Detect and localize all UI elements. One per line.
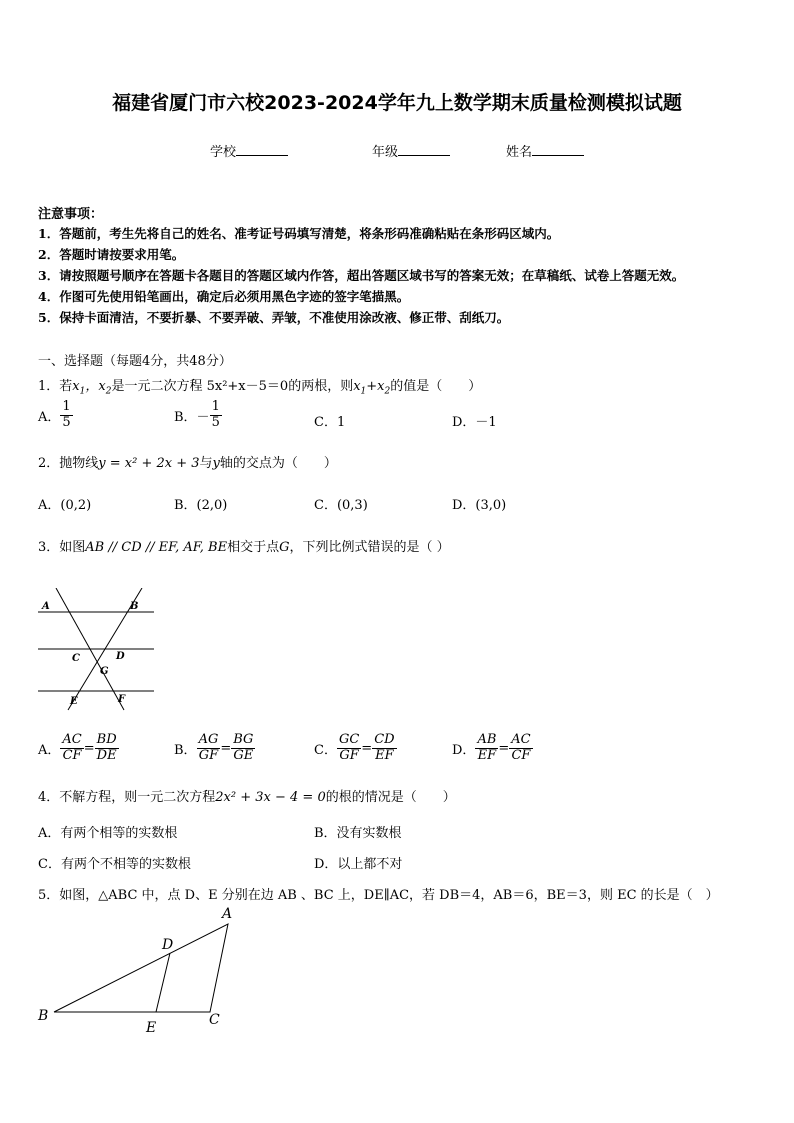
- q1-a-den: 5: [62, 414, 71, 430]
- q3-option-c-label: C．: [314, 742, 337, 758]
- name-label: 姓名: [506, 145, 533, 160]
- equals: =: [220, 740, 232, 756]
- notice-item: 2．答题时请按要求用笔。: [38, 247, 185, 262]
- name-blank: [532, 143, 584, 156]
- q3-figure: [34, 588, 158, 712]
- frac-den: EF: [477, 747, 497, 763]
- q3-option-a-label: A．: [38, 742, 61, 758]
- q3-d-frac2: [509, 733, 532, 764]
- label-b: B: [38, 1008, 49, 1024]
- q4-prefix: 4．不解方程，则一元二次方程: [38, 790, 216, 805]
- section-heading: 一、选择题（每题4分，共48分）: [38, 354, 232, 369]
- q1-equation: 5x²+x－5＝0: [206, 379, 289, 394]
- q3-b-frac1: [197, 733, 221, 764]
- notice-item: 5．保持卡面清洁，不要折暴、不要弄破、弄皱，不准使用涂改液、修正带、刮纸刀。: [38, 310, 510, 325]
- frac-num: CD: [374, 732, 395, 747]
- q3-prefix: 3．如图: [38, 540, 86, 555]
- q3-option-b: [174, 733, 255, 764]
- q1-option-a-label: A．: [38, 409, 61, 425]
- q1-a-num: 1: [62, 399, 71, 414]
- q4-tail: 的根的情况是（ ）: [325, 790, 456, 805]
- label-d: D: [162, 937, 174, 953]
- q1-option-a-fraction: [60, 400, 72, 431]
- notice-heading: 注意事项：: [38, 207, 104, 222]
- q1-b-den: 5: [211, 414, 220, 430]
- page-title: 福建省厦门市六校2023-2024学年九上数学期末质量检测模拟试题: [112, 92, 682, 114]
- q1-option-a: [38, 400, 73, 431]
- q3-option-a: [38, 733, 119, 764]
- grade-blank: [398, 143, 450, 156]
- frac-den: DE: [96, 747, 117, 763]
- question-4: [38, 786, 456, 805]
- q1-roots: $x_1$，$x_2$: [72, 379, 112, 397]
- q3-option-d-label: D．: [452, 742, 476, 758]
- frac-den: CF: [511, 747, 531, 763]
- label-c: C: [209, 1012, 220, 1028]
- label-e: E: [146, 1020, 157, 1036]
- q2-axis: y: [212, 456, 220, 471]
- school-field: [210, 141, 288, 160]
- q1-prefix: 1．若: [38, 379, 73, 394]
- q1-tail: 的两根，则: [288, 379, 354, 394]
- grade-field: [372, 141, 450, 160]
- equals: =: [83, 740, 95, 756]
- q3-point: G: [279, 540, 290, 555]
- q3-tail: ，下列比例式错误的是（ ）: [289, 540, 450, 555]
- label-d: D: [116, 651, 125, 662]
- question-5: 5．如图，△ABC 中，点 D、E 分别在边 AB 、BC 上，DE∥AC，若 DB＝4，AB＝6，BE＝3，则 EC 的长是（ ）: [38, 888, 719, 903]
- frac-num: AC: [511, 732, 531, 747]
- q3-condition: AB // CD // EF, AF, BE: [85, 540, 228, 555]
- q3-option-d: [452, 733, 533, 764]
- q4-option-a: A．有两个相等的实数根: [38, 826, 178, 841]
- q3-option-c: [314, 733, 397, 764]
- q2-option-b: B．(2,0): [174, 498, 228, 513]
- q1-option-b: [174, 400, 222, 431]
- frac-den: GF: [198, 747, 219, 763]
- q1-sum: $x_1+x_2$: [353, 379, 391, 397]
- q2-tail: 轴的交点为（ ）: [219, 456, 337, 471]
- q1-option-c: C．1: [314, 415, 346, 430]
- q2-option-a: A．(0,2): [38, 498, 92, 513]
- q1-tail2: 的值是（ ）: [390, 379, 482, 394]
- frac-den: GF: [339, 747, 359, 763]
- label-b: B: [130, 601, 139, 612]
- school-blank: [236, 143, 288, 156]
- q3-mid: 相交于点: [227, 540, 280, 555]
- q4-equation: 2x² + 3x − 4 = 0: [215, 790, 326, 805]
- q2-option-c: C．(0,3): [314, 498, 368, 513]
- q1-b-num: 1: [211, 399, 220, 414]
- q4-option-c: C．有两个不相等的实数根: [38, 857, 191, 872]
- frac-num: AB: [477, 732, 497, 747]
- frac-num: BG: [233, 732, 254, 747]
- q1-option-d: D．－1: [452, 415, 497, 430]
- notice-item: 4．作图可先使用铅笔画出，确定后必须用黑色字迹的签字笔描黑。: [38, 289, 410, 304]
- q3-a-frac1: [60, 733, 83, 764]
- notice-item: 1．答题前，考生先将自己的姓名、准考证号码填写清楚，将条形码准确粘贴在条形码区域内。: [38, 226, 560, 241]
- triangle-abc: [54, 924, 228, 1012]
- q2-option-d: D．(3,0): [452, 498, 507, 513]
- school-label: 学校: [210, 145, 237, 160]
- q3-d-frac1: [475, 733, 498, 764]
- q3-c-frac1: [337, 733, 361, 764]
- q4-option-d: D．以上都不对: [314, 857, 403, 872]
- frac-num: AG: [198, 732, 219, 747]
- segment-de: [156, 953, 170, 1012]
- label-f: F: [118, 694, 126, 705]
- q4-option-b: B．没有实数根: [314, 826, 402, 841]
- grade-label: 年级: [372, 145, 399, 160]
- q1-mid: 是一元二次方程: [111, 379, 203, 394]
- label-e: E: [70, 696, 78, 707]
- frac-num: AC: [62, 732, 82, 747]
- q5-figure: [34, 902, 244, 1036]
- frac-den: CF: [62, 747, 82, 763]
- q2-equation: y = x² + 2x + 3: [98, 456, 200, 471]
- question-3: [38, 536, 450, 555]
- q1-option-b-label: B．－: [174, 409, 210, 425]
- frac-den: EF: [375, 747, 394, 763]
- q3-option-b-label: B．: [174, 742, 197, 758]
- label-a: A: [222, 906, 233, 922]
- q3-a-frac2: [95, 733, 119, 764]
- notice-item: 3．请按照题号顺序在答题卡各题目的答题区域内作答，超出答题区域书写的答案无效；在草稿纸、试卷上答题无效。: [38, 268, 685, 283]
- label-a: A: [42, 601, 50, 612]
- q3-c-frac2: [372, 733, 396, 764]
- frac-num: BD: [96, 732, 117, 747]
- question-2: [38, 452, 337, 471]
- q1-option-b-fraction: [210, 400, 222, 431]
- q2-prefix: 2．抛物线: [38, 456, 99, 471]
- frac-den: GE: [233, 747, 254, 763]
- label-g: G: [100, 666, 109, 677]
- name-field: [506, 141, 584, 160]
- question-1: [38, 375, 481, 397]
- frac-num: GC: [338, 732, 360, 747]
- label-c: C: [72, 653, 80, 664]
- equals: =: [361, 740, 373, 756]
- q3-b-frac2: [231, 733, 255, 764]
- q2-mid: 与: [199, 456, 213, 471]
- equals: =: [498, 740, 510, 756]
